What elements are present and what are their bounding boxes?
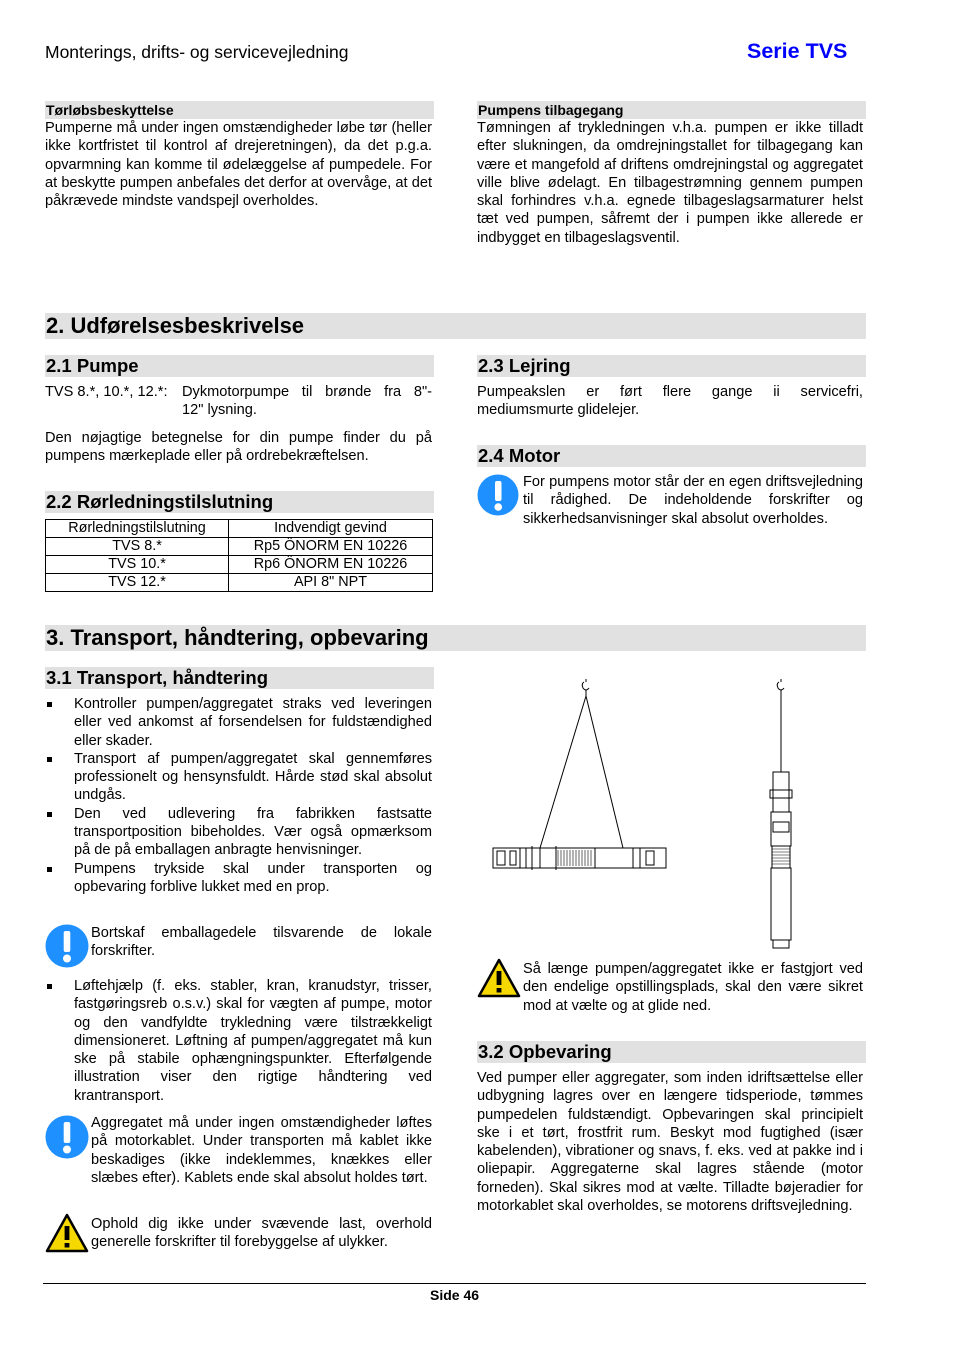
tip-over-warning: Så længe pumpen/aggregatet ikke er fastgjort ved den endelige opstillingsplads, skal den være sikret mod at vælte og at glide ned. bbox=[523, 961, 863, 1014]
list-item: Transport af pumpen/aggregatet skal gennemføres professionelt og hensynsfuldt. Hårde stød skal absolut undgås. bbox=[45, 750, 432, 805]
info-icon bbox=[477, 474, 519, 521]
bearing-body: Pumpeakslen er ført flere gange ii servicefri, mediumsmurte glidelejer. bbox=[477, 384, 863, 419]
list-item: Pumpens trykside skal under transporten og opbevaring forblive lukket med en prop. bbox=[45, 860, 432, 897]
coupling-hatch bbox=[558, 850, 591, 866]
list-item: Kontroller pumpen/aggregatet straks ved leveringen eller ved ankomst af forsendelsen for fuldstændighed eller skader. bbox=[45, 695, 432, 750]
transport-heading: 3.1 Transport, håndtering bbox=[45, 667, 434, 689]
pump-model-desc-line1: Dykmotorpumpe til brønde fra 8"- bbox=[182, 384, 432, 400]
backflow-body: Tømningen af trykledningen v.h.a. pumpen er ikke tilladt efter slukningen, da omdrejningstallet for tilbagegang kan være et mangefold af driftens omdrejningstal og aggregatet ville blive ødelagt. En tilbagestrømning gennem pumpen skal forhindres v.h.a. egnede tilbageslagsarmaturer helst tæt ved pumpen, såfremt der i pumpen ikke allerede er indbygget en tilbageslagsventil. bbox=[477, 120, 863, 246]
backflow-heading: Pumpens tilbagegang bbox=[477, 101, 866, 119]
table-row bbox=[46, 538, 433, 556]
pump-model-label: TVS 8.*, 10.*, 12.*: bbox=[45, 384, 168, 400]
table-cell: TVS 8.* bbox=[46, 538, 229, 556]
horizontal-lift-figure bbox=[493, 679, 666, 870]
pump-heading: 2.1 Pumpe bbox=[45, 355, 434, 377]
transport-bullets bbox=[45, 695, 432, 896]
storage-heading: 3.2 Opbevaring bbox=[477, 1041, 866, 1063]
warning-icon bbox=[477, 958, 521, 1003]
bearing-heading: 2.3 Lejring bbox=[477, 355, 866, 377]
disposal-note: Bortskaf emballagedele tilsvarende de lokale forskrifter. bbox=[91, 925, 432, 960]
list-item: Den ved udlevering fra fabrikken fastsatte transportposition bibeholdes. Vær også opmærksom på de på emballagen anbragte henvisninger. bbox=[45, 805, 432, 860]
section-3-heading: 3. Transport, håndtering, opbevaring bbox=[45, 625, 866, 651]
footer-divider bbox=[43, 1283, 866, 1284]
table-cell: TVS 10.* bbox=[46, 556, 229, 574]
info-icon bbox=[45, 1115, 89, 1164]
dryrun-heading: Tørløbsbeskyttelse bbox=[45, 101, 434, 119]
table-cell: API 8" NPT bbox=[229, 574, 433, 592]
info-icon bbox=[45, 924, 89, 973]
warning-icon bbox=[45, 1213, 89, 1258]
page-number: Side 46 bbox=[429, 1287, 480, 1303]
list-item: Løftehjælp (f. eks. stabler, kran, kranudstyr, trisser, fastgøringsreb o.s.v.) skal for vægten af pumpe, motor og den vandfyldte trykledning være tilstrækkeligt dimensioneret. Løftning af pumpen/aggregatet må kun ske på stabile ophængningspunkter. Efterfølgende illustration viser den rigtige håndtering ved krantransport. bbox=[45, 977, 432, 1105]
pump-model-desc-line2: 12" lysning. bbox=[182, 402, 257, 418]
crane-lifting-illustration bbox=[480, 676, 810, 961]
motor-body: For pumpens motor står der en egen driftsvejledning til rådighed. De indeholdende forskrifter og sikkerhedsanvisninger skal absolut overholdes. bbox=[523, 474, 863, 527]
pump-note: Den nøjagtige betegnelse for din pumpe finder du på pumpens mærkeplade eller på ordrebekræftelsen. bbox=[45, 430, 432, 465]
table-row bbox=[46, 574, 433, 592]
table-row bbox=[46, 556, 433, 574]
section-2-heading: 2. Udførelsesbeskrivelse bbox=[45, 313, 866, 339]
dryrun-body: Pumperne må under ingen omstændigheder løbe tør (heller ikke kortfristet til kontrol af drejeretningen), da det p.g.a. opvarmning kan komme til ødelæggelse af pumpedele. For at beskytte pumpen anbefales det derfor at overvåge, at det påkrævede mindste vandspejl overholdes. bbox=[45, 120, 432, 210]
table-cell: Rp5 ÖNORM EN 10226 bbox=[229, 538, 433, 556]
vertical-coupling-hatch bbox=[772, 849, 790, 864]
storage-body: Ved pumper eller aggregater, som inden idriftsættelse eller udbygning lagres over en længere tidsperiode, tømmes pumpedelen fuldstændigt. Opbevaringen skal principielt ske i et tørt, frostfrit rum. Beskyt mod fugtighed (især kabelenden), vibrationer og snavs, f. eks. ved at pakke ind i oliepapir. Aggregaterne skal lagres stående (motor forneden). Skal sikres mod at vælte. Tilladte bøjeradier for motorkablet skal overholdes, se motorens driftsvejledning. bbox=[477, 1070, 863, 1215]
pipe-table bbox=[45, 519, 433, 592]
table-cell: Rp6 ÖNORM EN 10226 bbox=[229, 556, 433, 574]
suspended-load-warning: Ophold dig ikke under svævende last, overhold generelle forskrifter til forebyggelse af ulykker. bbox=[91, 1216, 432, 1251]
doc-header-title: Monterings, drifts- og servicevejledning bbox=[45, 42, 349, 62]
cable-note: Aggregatet må under ingen omstændigheder løftes på motorkablet. Under transporten må kablet ikke beskadiges (ikke indeklemmes, knækkes eller slæbes efter). Kablets ende skal absolut holdes tørt. bbox=[91, 1115, 432, 1186]
table-cell: TVS 12.* bbox=[46, 574, 229, 592]
pipe-heading: 2.2 Rørledningstilslutning bbox=[45, 491, 434, 513]
vertical-lift-figure bbox=[770, 679, 792, 948]
table-header-cell: Rørledningstilslutning bbox=[46, 520, 229, 538]
motor-heading: 2.4 Motor bbox=[477, 445, 866, 467]
table-header-row bbox=[46, 520, 433, 538]
table-header-cell: Indvendigt gevind bbox=[229, 520, 433, 538]
series-title: Serie TVS bbox=[747, 39, 848, 63]
lift-bullet bbox=[45, 977, 432, 1105]
